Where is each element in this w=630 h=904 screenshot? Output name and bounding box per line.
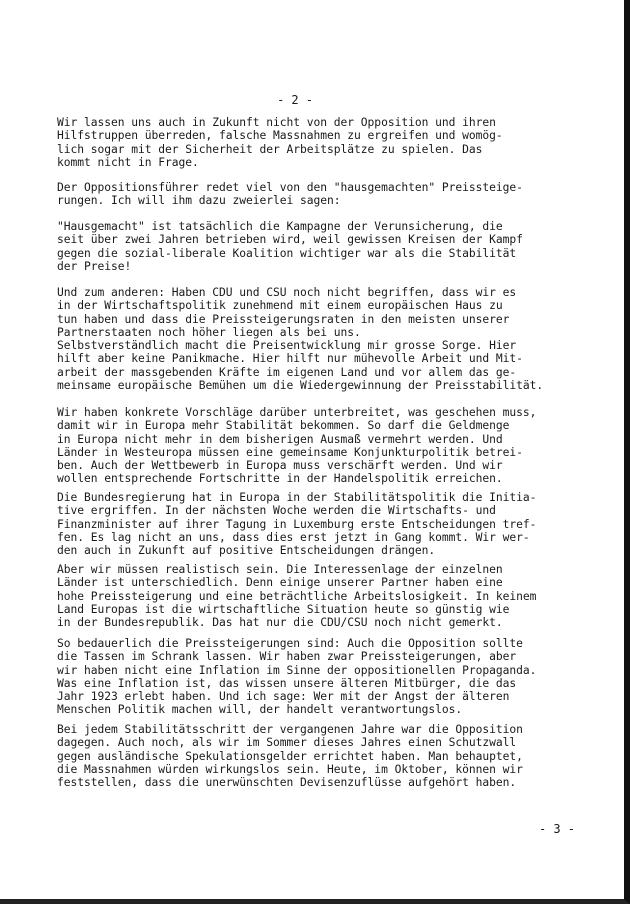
text-line: kommt nicht in Frage. — [57, 155, 199, 169]
paragraph — [57, 286, 592, 339]
text-line: Wir haben konkrete Vorschläge darüber unterbreitet, was geschehen muss, — [57, 406, 537, 419]
text-line: Finanzminister auf ihrer Tagung in Luxemburg erste Entscheidungen tref- — [57, 517, 537, 531]
paragraph — [57, 339, 592, 392]
text-line: in der Wirtschaftspolitik zunehmend mit einem europäischen Haus zu — [57, 299, 503, 313]
text-line: gegen die sozial-liberale Koalition wichtiger war als die Stabilität — [57, 246, 517, 260]
text-line: Land Europas ist die wirtschaftliche Situation heute so günstig wie — [57, 602, 510, 616]
text-line: tun haben und dass die Preissteigerungsraten in den meisten unserer — [57, 312, 510, 326]
text-line: So bedauerlich die Preissteigerungen sind: Auch die Opposition sollte — [57, 637, 523, 650]
page-number: - 2 - — [277, 93, 313, 107]
text-line: tive ergriffen. In der nächsten Woche werden die Wirtschafts- und — [57, 504, 496, 518]
paragraph — [57, 563, 592, 629]
text-line: der Preise! — [57, 259, 132, 273]
text-line: Länder in Westeuropa müssen eine gemeinsame Konjunkturpolitik betrei- — [57, 445, 523, 459]
text-line: Aber wir müssen realistisch sein. Die Interessenlage der einzelnen — [57, 563, 503, 576]
text-line: "Hausgemacht" ist tatsächlich die Kampagne der Verunsicherung, die — [57, 220, 503, 233]
text-line: Menschen Politik machen will, der handelt verantwortungslos. — [57, 703, 463, 717]
paragraph — [57, 181, 592, 208]
paragraph — [57, 723, 592, 789]
text-line: meinsame europäische Bemühen um die Wiedergewinnung der Preisstabilität. — [57, 378, 544, 392]
text-line: Was eine Inflation ist, das wissen unsere älteren Mitbürger, die das — [57, 676, 517, 690]
text-line: seit über zwei Jahren betrieben wird, weil gewissen Kreisen der Kampf — [57, 233, 523, 247]
paragraph — [57, 406, 592, 486]
text-line: Und zum anderen: Haben CDU und CSU noch nicht begriffen, dass wir es — [57, 286, 517, 299]
text-line: damit wir in Europa mehr Stabilität bekommen. So darf die Geldmenge — [57, 419, 510, 433]
paragraph — [57, 491, 592, 557]
text-line: die Massnahmen würden wirkungslos sein. Heute, im Oktober, können wir — [57, 762, 523, 776]
text-line: arbeit der massgebenden Kräfte im eigenen Land und vor allem das ge- — [57, 365, 517, 379]
text-line: rungen. Ich will ihm dazu zweierlei sagen: — [57, 194, 341, 208]
text-line: fen. Es lag nicht an uns, dass dies erst jetzt in Gang kommt. Wir wer- — [57, 530, 530, 544]
paragraph — [57, 637, 592, 717]
text-line: Jahr 1923 erlebt haben. Und ich sage: Wer mit der Angst der älteren — [57, 690, 510, 704]
text-line: den auch in Zukunft auf positive Entscheidungen drängen. — [57, 544, 436, 558]
text-line: Der Oppositionsführer redet viel von den "hausgemachten" Preissteige- — [57, 181, 523, 194]
text-line: hilft aber keine Panikmache. Hier hilft nur mühevolle Arbeit und Mit- — [57, 352, 523, 366]
text-line: ben. Auch der Wettbewerb in Europa muss verschärft werden. Und wir — [57, 459, 503, 473]
text-line: in der Bundesrepublik. Das hat nur die CDU/CSU noch nicht gemerkt. — [57, 616, 503, 630]
text-line: Selbstverständlich macht die Preisentwicklung mir grosse Sorge. Hier — [57, 339, 517, 352]
text-line: in Europa nicht mehr in dem bisherigen Ausmaß vermehrt werden. Und — [57, 432, 503, 446]
next-page-marker: - 3 - — [539, 822, 575, 836]
paragraph — [57, 116, 592, 169]
text-line: die Tassen im Schrank lassen. Wir haben zwar Preissteigerungen, aber — [57, 650, 517, 664]
text-line: hohe Preissteigerung und eine beträchtliche Arbeitslosigkeit. In keinem — [57, 589, 537, 603]
text-line: gegen ausländische Spekulationsgelder errichtet haben. Man behauptet, — [57, 749, 523, 763]
text-line: Die Bundesregierung hat in Europa in der Stabilitätspolitik die Initia- — [57, 491, 537, 504]
text-line: feststellen, dass die unerwünschten Devisenzuflüsse aufgehört haben. — [57, 776, 517, 790]
text-line: Hilfstruppen überreden, falsche Massnahmen zu ergreifen und womög- — [57, 129, 503, 143]
text-line: wollen entsprechende Fortschritte in der Handelspolitik erreichen. — [57, 472, 503, 486]
text-line: Bei jedem Stabilitätsschritt der vergangenen Jahre war die Opposition — [57, 723, 523, 736]
text-line: wir haben nicht eine Inflation im Sinne der oppositionellen Propaganda. — [57, 663, 537, 677]
text-line: dagegen. Auch noch, als wir im Sommer dieses Jahres einen Schutzwall — [57, 736, 517, 750]
text-line: Länder ist unterschiedlich. Denn einige unserer Partner haben eine — [57, 576, 503, 590]
text-line: Wir lassen uns auch in Zukunft nicht von der Opposition und ihren — [57, 116, 496, 129]
paragraph — [57, 220, 592, 273]
text-line: Partnerstaaten noch höher liegen als bei uns. — [57, 325, 361, 339]
text-line: lich sogar mit der Sicherheit der Arbeitsplätze zu spielen. Das — [57, 142, 483, 156]
